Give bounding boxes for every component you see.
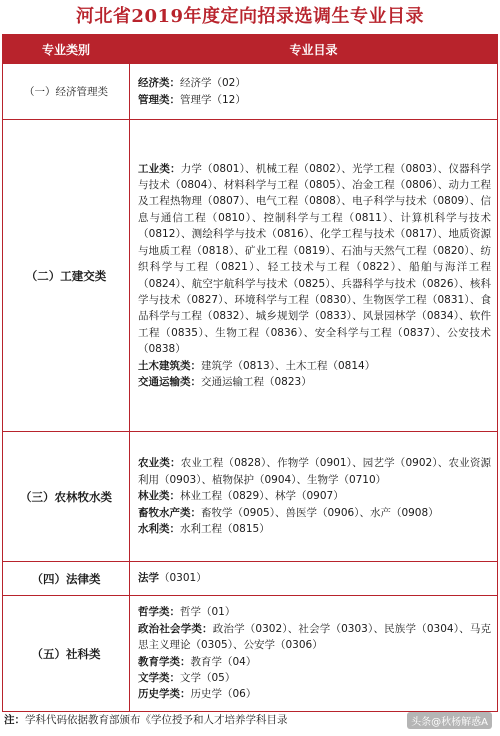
group-text: 林业工程（0829）、林学（0907） [180, 490, 344, 503]
header-catalog: 专业目录 [130, 35, 498, 64]
group-text: 水利工程（0815） [180, 523, 270, 536]
group-label: 经济类： [138, 77, 180, 90]
group-label: 农业类： [138, 457, 181, 470]
group-label: 法学 [138, 572, 159, 585]
catalog-cell [130, 596, 498, 712]
catalog-cell [130, 562, 498, 596]
major-group [138, 686, 491, 702]
group-label: 历史学类： [138, 688, 191, 701]
group-label: 教育学类： [138, 655, 191, 668]
group-text: 哲学（01） [180, 606, 236, 619]
catalog-cell [130, 120, 498, 432]
page-title: 河北省2019年度定向招录选调生专业目录 [75, 6, 425, 27]
group-text: 力学（0801）、机械工程（0802）、光学工程（0803）、仪器科学与技术（0804）、材料科学与工程（0805）、冶金工程（0806）、动力工程及工程热物理（0807）、电气工程（0808）、电子科学与技术（0809）、信息与通信工程（0810）、控制科学与工程（0811）、计算机科学与技术（0812）、测绘科学与技术（0816）、化学工程与技术（0817）、地质资源与地质工程（0818）、矿业工程（0819）、石油与天然气工程（0820）、纺织科学与工程（0821）、轻工技术与工程（0822）、船舶与海洋工程（0824）、航空宇航科学与技术（0825）、兵器科学与技术（0826）、核科学与技术（0827）、环境科学与工程（0830）、生物医学工程（0831）、食品科学与工程（0832）、城乡规划学（0833）、风景园林学（0834）、软件工程（0835）、生物工程（0836）、安全科学与工程（0837）、公安技术（0838） [138, 162, 491, 356]
group-label: 水利类： [138, 523, 180, 536]
category-cell: （四）法律类 [3, 562, 130, 596]
major-group [138, 521, 491, 537]
footnote-text: 学科代码依据教育部颁布《学位授予和人才培养学科目录 [25, 714, 288, 726]
table-row [3, 64, 498, 120]
major-group [138, 358, 491, 374]
group-label: 交通运输类： [138, 375, 201, 388]
group-label: 畜牧水产类： [138, 506, 201, 519]
major-group [138, 505, 491, 521]
major-group [138, 670, 491, 686]
group-text: 管理学（12） [180, 93, 246, 106]
group-text: 交通运输工程（0823） [201, 375, 312, 388]
major-group [138, 488, 491, 504]
header-category: 专业类别 [3, 35, 130, 64]
catalog-cell [130, 64, 498, 120]
group-label: 文学类： [138, 671, 180, 684]
category-cell: （二）工建交类 [3, 120, 130, 432]
major-catalog-table [2, 34, 498, 712]
group-text: 建筑学（0813）、土木工程（0814） [201, 359, 376, 372]
watermark: 头条@秋杨解惑A [407, 712, 492, 729]
group-label: 哲学类： [138, 606, 180, 619]
major-group [138, 621, 491, 654]
group-text: 历史学（06） [190, 688, 257, 701]
group-text: 畜牧学（0905）、兽医学（0906）、水产（0908） [201, 506, 439, 519]
category-cell: （五）社科类 [3, 596, 130, 712]
table-row [3, 120, 498, 432]
table-row [3, 432, 498, 562]
group-label: 管理类： [138, 93, 180, 106]
major-group [138, 570, 491, 586]
major-group [138, 654, 491, 670]
group-label: 林业类： [138, 490, 180, 503]
major-group [138, 75, 491, 91]
catalog-cell [130, 432, 498, 562]
table-row [3, 596, 498, 712]
major-group [138, 455, 491, 488]
category-cell: （三）农林牧水类 [3, 432, 130, 562]
group-text: 农业工程（0828）、作物学（0901）、园艺学（0902）、农业资源利用（0903）、植物保护（0904）、生物学（0710） [138, 457, 491, 486]
major-group [138, 161, 491, 358]
group-text: 政治学（0302）、社会学（0303）、民族学（0304）、马克思主义理论（0305）、公安学（0306） [138, 622, 492, 652]
group-label: 政治社会学类： [138, 622, 213, 635]
footnote-label: 注： [4, 714, 25, 726]
group-text: 经济学（02） [180, 77, 246, 90]
group-text: 教育学（04） [190, 655, 257, 668]
major-group [138, 604, 491, 620]
table-header-row [3, 35, 498, 64]
table-row [3, 562, 498, 596]
group-text: （0301） [159, 572, 207, 585]
group-label: 工业类： [138, 162, 181, 175]
group-label: 土木建筑类： [138, 359, 201, 372]
category-cell: （一）经济管理类 [3, 64, 130, 120]
group-text: 文学（05） [180, 671, 236, 684]
major-group [138, 92, 491, 108]
major-group [138, 374, 491, 390]
